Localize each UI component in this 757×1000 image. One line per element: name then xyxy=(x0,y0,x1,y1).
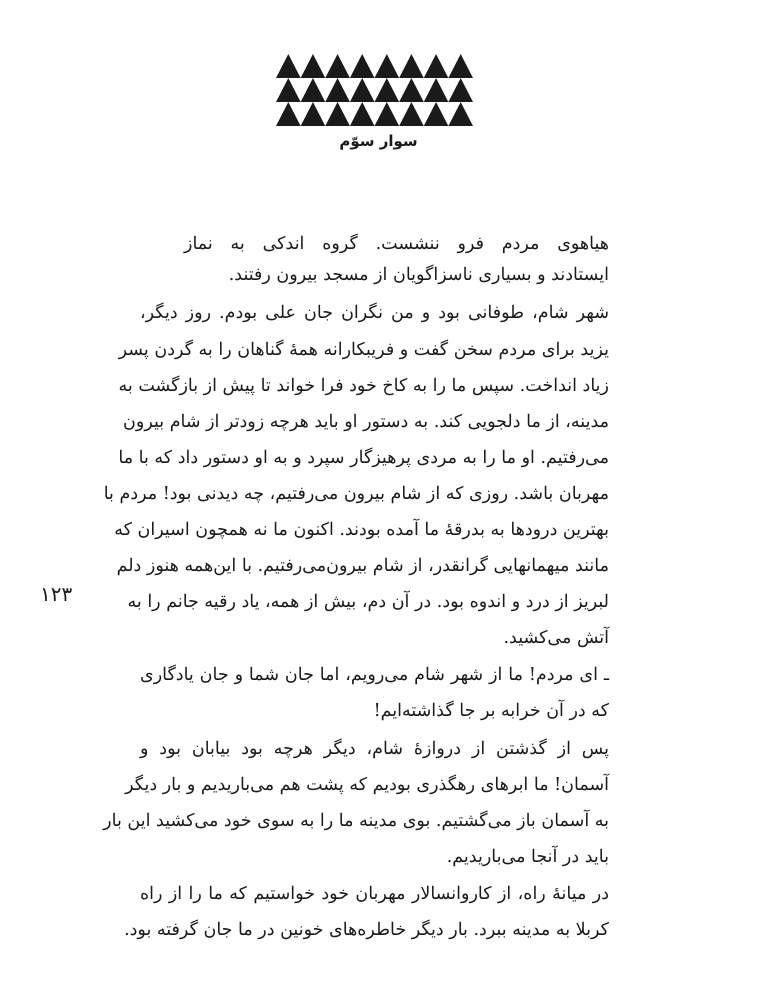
ornament-triangle xyxy=(375,78,400,102)
text-line: لبریز از درد و اندوه بود. در آن دم، بیش از همه، یاد رقیه جانم را به xyxy=(127,592,609,612)
ornament-triangle xyxy=(448,78,473,102)
ornament-triangle xyxy=(424,78,449,102)
ornament-triangle xyxy=(276,102,301,126)
ornament-triangle xyxy=(325,102,350,126)
text-line: پس از گذشتن از دروازهٔ شام، دیگر هرچه بود بیابان بود و xyxy=(140,739,609,759)
text-line: می‌رفتیم. او ما را به مردی پرهیزگار سپرد و به او دستور داد که با ما xyxy=(118,448,609,468)
ornament-triangle xyxy=(424,102,449,126)
text-line: در میانهٔ راه، از کاروانسالار مهربان خود خواستیم که ما را از راه xyxy=(140,884,609,904)
ornament-triangle xyxy=(424,54,449,78)
triangle-pattern-ornament xyxy=(276,54,473,126)
text-line: هیاهوی مردم فرو ننشست. گروه اندکی به نماز xyxy=(184,234,609,254)
ornament-triangle xyxy=(448,102,473,126)
ornament-triangle xyxy=(350,102,375,126)
text-line: آسمان! ما ابرهای رهگذری بودیم که پشت هم می‌باریدیم و بار دیگر xyxy=(125,775,609,795)
ornament-triangle xyxy=(350,78,375,102)
text-line: مانند میهمانهایی گرانقدر، از شام بیرون‌می‌رفتیم. با این‌همه هنوز دلم xyxy=(116,556,609,576)
text-line: که در آن خرابه بر جا گذاشته‌ایم! xyxy=(373,701,609,721)
ornament-triangle xyxy=(301,78,326,102)
ornament-triangle xyxy=(301,102,326,126)
chapter-title: سوار سوّم xyxy=(339,132,418,150)
ornament-triangle xyxy=(350,54,375,78)
ornament-triangle xyxy=(399,102,424,126)
text-line: ـ ای مردم! ما از شهر شام می‌رویم، اما جان شما و جان یادگاری xyxy=(140,665,609,685)
ornament-triangle xyxy=(276,54,301,78)
page-number: ۱۲۳ xyxy=(40,582,73,606)
text-line: باید در آنجا می‌باریدیم. xyxy=(446,847,609,867)
ornament-triangle xyxy=(325,78,350,102)
ornament-triangle xyxy=(399,54,424,78)
text-line: مهربان باشد. روزی که از شام بیرون می‌رفتیم، چه دیدنی بود! مردم با xyxy=(103,484,609,504)
text-line: بهترین درودها به بدرقهٔ ما آمده بودند. اکنون ما نه همچون اسیران که xyxy=(114,520,609,540)
text-line: کربلا به مدینه ببرد. بار دیگر خاطره‌های خونین در ما جان گرفته بود. xyxy=(124,920,609,940)
ornament-triangle xyxy=(448,54,473,78)
ornament-triangle xyxy=(325,54,350,78)
ornament-triangle xyxy=(399,78,424,102)
ornament-triangle xyxy=(301,54,326,78)
text-line: شهر شام، طوفانی بود و من نگران جان علی بودم. روز دیگر، xyxy=(140,303,609,323)
text-line: یزید برای مردم سخن گفت و فریبکارانه همهٔ گناهان را به گردن پسر xyxy=(118,340,609,360)
text-line: مدینه، از ما دلجویی کند. به دستور او باید هرچه زودتر از شام بیرون xyxy=(123,412,609,432)
ornament-triangle xyxy=(375,102,400,126)
ornament-triangle xyxy=(276,78,301,102)
ornament-triangle xyxy=(375,54,400,78)
text-line: آتش می‌کشید. xyxy=(503,628,609,648)
text-line: زیاد انداخت. سپس ما را به کاخ خود فرا خواند تا پیش از بازگشت به xyxy=(118,376,609,396)
text-line: ایستادند و بسیاری ناسزاگویان از مسجد بیرون رفتند. xyxy=(228,265,609,285)
text-line: به آسمان باز می‌گشتیم. بوی مدینه ما را به سوی خود می‌کشید این بار xyxy=(103,811,609,831)
